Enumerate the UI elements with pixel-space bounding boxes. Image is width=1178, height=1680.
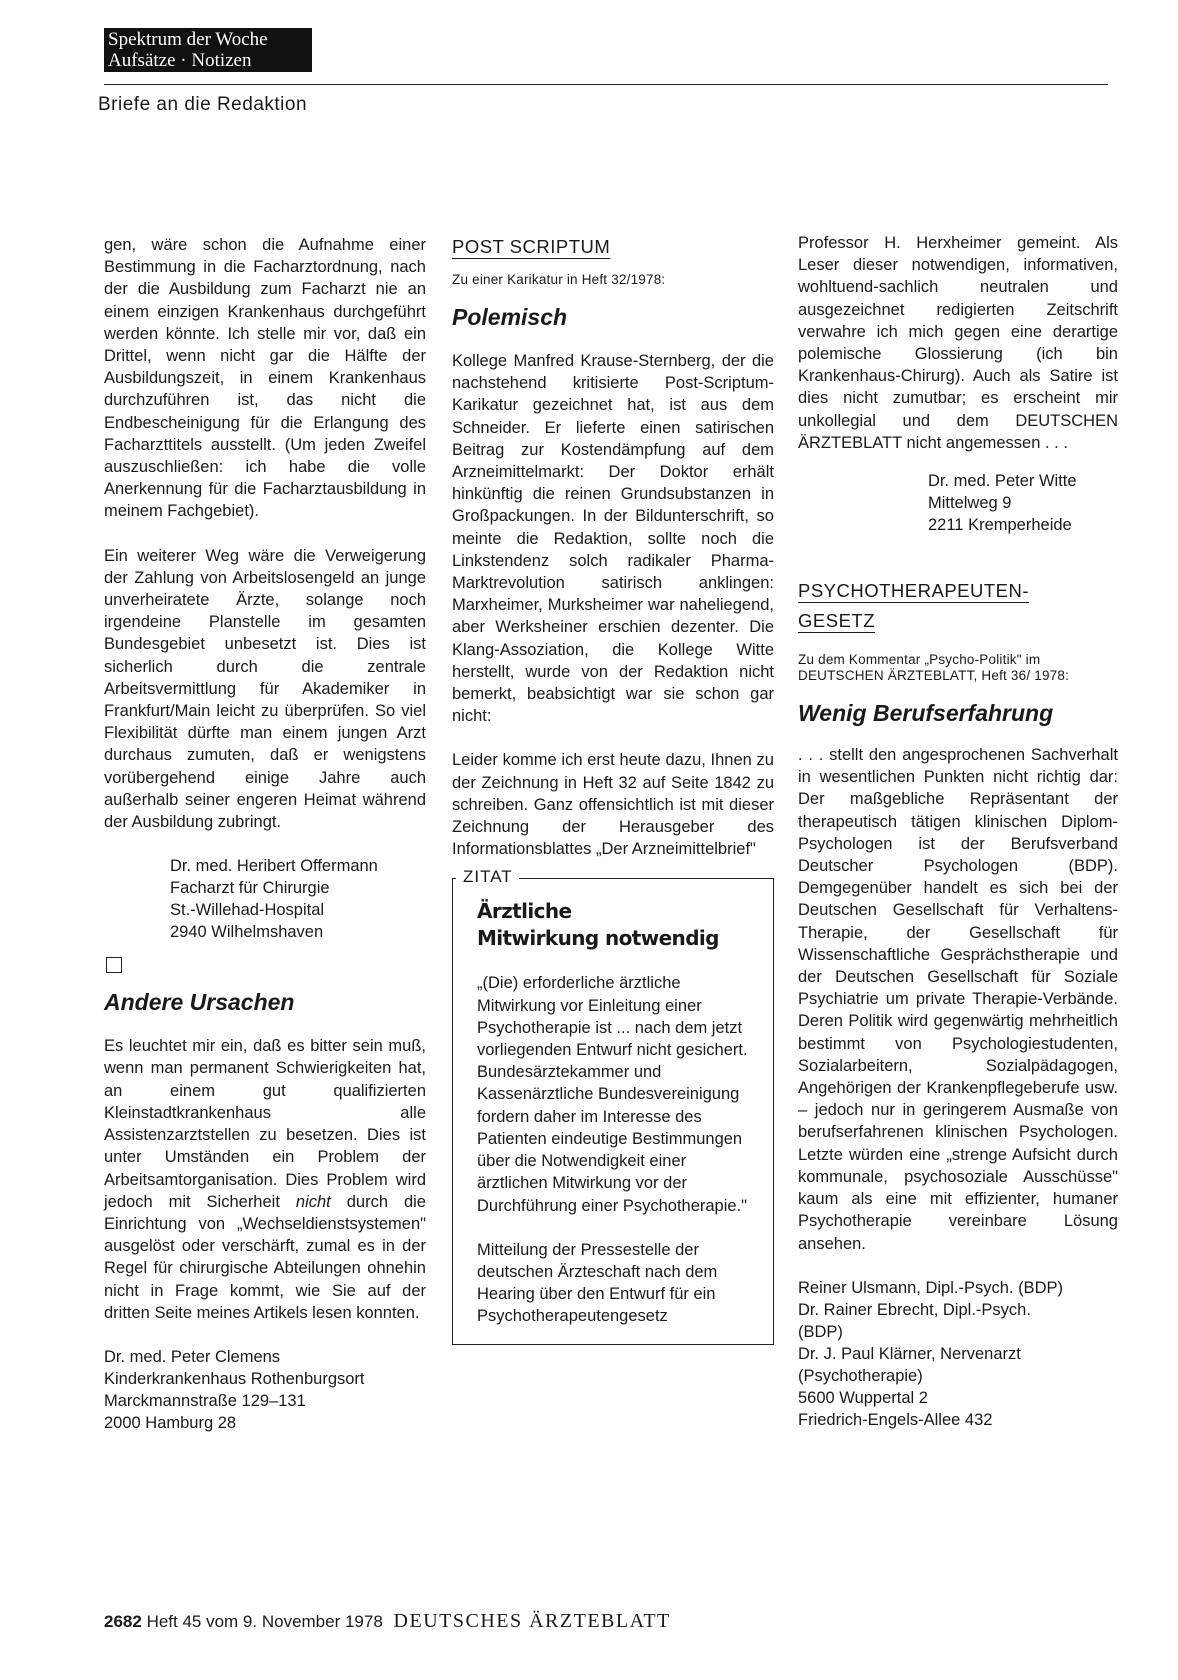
letter2-headline: Andere Ursachen <box>104 989 295 1016</box>
psychotherapeuten-intro: Zu dem Kommentar „Psycho-Politik" im DEUTSCHEN ÄRZTEBLATT, Heft 36/ 1978: <box>798 652 1070 684</box>
letter3-body-start: Leider komme ich erst heute dazu, Ihnen zu der Zeichnung in Heft 32 auf Seite 1842 zu schreiben. Ganz offensichtlich ist mit dieser Zeichnung der Herausgeber des Informationsblattes „Der Arzneimittelbrief" <box>452 751 774 859</box>
signature-line: 2940 Wilhelmshaven <box>170 923 324 942</box>
zitat-quote: „(Die) erforderliche ärztliche Mitwirkung vor Einleitung einer Psychotherapie ist ... nach dem jetzt vorliegenden Entwurf nicht gesichert. Bundesärztekammer und Kassenärztliche Bundesvereinigung fordern daher im Interesse des Patienten eindeutige Bestimmungen über die Notwendigkeit einer ärztlichen Mitwirkung vor der Durchführung einer Psychotherapie." <box>477 974 748 1215</box>
letter1-paragraph-2: Ein weiterer Weg wäre die Verweigerung der Zahlung von Arbeitslosengeld an junge unverheiratete Ärzte, solange noch irgendeine Planstelle im gesamten Bundesgebiet unbesetzt ist. Dies ist sicherlich durch die zentrale Arbeitsvermittlung für Akademiker in Frankfurt/Main leicht zu überprüfen. So viel Flexibilität dürfte man einem jungen Arzt durchaus zumuten, daß er wenigstens vorübergehend einige Jahre auch außerhalb seiner engeren Heimat während der Ausbildung zubringt. <box>104 546 426 832</box>
page-number: 2682 <box>104 1612 142 1631</box>
letter4-signature <box>798 1277 1118 1431</box>
publication-name: DEUTSCHES ÄRZTEBLATT <box>393 1610 671 1632</box>
letter2-body-emphasis: nicht <box>295 1192 331 1211</box>
signature-line: Facharzt für Chirurgie <box>170 879 330 898</box>
signature-line: 5600 Wuppertal 2 <box>798 1388 928 1407</box>
signature-line: Marckmannstraße 129–131 <box>104 1391 306 1410</box>
page-footer <box>104 1610 671 1633</box>
post-scriptum-headline: Polemisch <box>452 304 568 330</box>
signature-line: 2211 Kremperheide <box>928 516 1072 535</box>
section-badge <box>104 28 312 72</box>
letter3-body-end: Professor H. Herxheimer gemeint. Als Leser dieser notwendigen, informativen, wohltuend-sachlich neutralen und ausgezeichnet redigierten Zeitschrift verwahre ich mich gegen eine derartige polemische Glossierung (ich bin Krankenhaus-Chirurg). Auch als Satire ist dies nicht zumutbar; es erscheint mir unkollegial und dem DEUTSCHEN ÄRZTEBLATT nicht angemessen . . . <box>798 234 1118 452</box>
psychotherapeuten-kicker <box>798 576 1118 636</box>
separator-box-icon <box>106 957 122 973</box>
signature-line: Mittelweg 9 <box>928 494 1012 513</box>
psychotherapeuten-kicker-line2: GESETZ <box>798 610 876 632</box>
letter2-signature <box>104 1346 426 1434</box>
signature-line: Kinderkrankenhaus Rothenburgsort <box>104 1369 365 1388</box>
signature-line: Dr. med. Peter Witte <box>928 472 1077 491</box>
psychotherapeuten-kicker-line1: PSYCHOTHERAPEUTEN- <box>798 580 1030 602</box>
letter2-body-part1: Es leuchtet mir ein, daß es bitter sein muß, wenn man permanent Schwierigkeiten hat, an einem gut qualifizierten Kleinstadtkrankenhaus alle Assistenzarztstellen zu besetzen. Dies ist unter Umständen ein Problem der Arbeitsamtorganisation. Dies Problem wird jedoch mit Sicherheit <box>104 1037 426 1211</box>
post-scriptum-kicker-text: POST SCRIPTUM <box>452 236 611 257</box>
signature-line: (BDP) <box>798 1322 843 1341</box>
header-rule <box>104 84 1108 85</box>
section-title: Briefe an die Redaktion <box>98 94 308 115</box>
letter1-signature <box>170 855 426 943</box>
signature-line: Reiner Ulsmann, Dipl.-Psych. (BDP) <box>798 1278 1063 1297</box>
letter3-signature <box>928 470 1118 536</box>
signature-line: Dr. med. Peter Clemens <box>104 1347 281 1366</box>
signature-line: Friedrich-Engels-Allee 432 <box>798 1410 993 1429</box>
signature-line: 2000 Hamburg 28 <box>104 1413 237 1432</box>
signature-line: Dr. J. Paul Klärner, Nervenarzt <box>798 1344 1021 1363</box>
post-scriptum-editorial: Kollege Manfred Krause-Sternberg, der die nachstehend kritisierte Post-Scriptum-Karikatur gezeichnet hat, ist aus dem Schneider. Er lieferte einen satirischen Beitrag zur Kostendämpfung auf dem Arzneimittelmarkt: Der Doktor erhält hinkünftig die reinen Grundsubstanzen in Großpackungen. In der Bildunterschrift, so meinte die Redaktion, sollte noch die Linkstendenz solch radikaler Pharma-Marktrevolution satirisch anklingen: Marxheimer, Murksheimer war naheliegend, aber Werksheiner erschien dezenter. Die Klang-Assoziation, die Kollege Witte herstellt, wurde von der Redaktion nicht bemerkt, beabsichtigt war sie schon gar nicht: <box>452 352 774 726</box>
issue-info: Heft 45 vom 9. November 1978 <box>146 1612 383 1631</box>
post-scriptum-kicker <box>452 232 774 262</box>
signature-line: Dr. med. Heribert Offermann <box>170 857 378 876</box>
letter4-body: . . . stellt den angesprochenen Sachverhalt in wesentlichen Punkten nicht richtig dar: Der maßgebliche Repräsentant der therapeutisch tätigen klinischen Diplom-Psychologen ist der Berufsverband Deutscher Psychologen (BDP). Demgegenüber handelt es sich bei der Deutschen Gesellschaft für Verhaltens-Therapie, der Gesellschaft für Wissenschaftliche Gesprächstherapie und der Deutschen Gesellschaft für Soziale Psychiatrie um private Therapie-Verbände. Deren Politik wird gegenwärtig mehrheitlich bestimmt von Psychologiestudenten, Sozialarbeitern, Sozialpädagogen, Angehörigen der Krankenpflegeberufe usw. – jedoch nur in geringerem Ausmaße von berufserfahrenen klinischen Psychologen. Letzte würden eine „strenge Aufsicht durch kommunale, psychosoziale Ausschüsse" kaum als eine mit effizienter, humaner Psychotherapie vereinbare Lösung ansehen. <box>798 746 1118 1253</box>
zitat-source: Mitteilung der Pressestelle der deutschen Ärzteschaft nach dem Hearing über den Entwurf für ein Psychotherapeutengesetz <box>477 1240 718 1326</box>
zitat-title-line2: Mitwirkung notwendig <box>477 926 719 951</box>
column-1 <box>104 234 426 1434</box>
column-3 <box>798 232 1118 1431</box>
letter2-body-part2: durch die Einrichtung von „Wechseldienstsystemen" ausgelöst oder verschärft, zumal es in der Regel für chirurgische Abteilungen ohnehin nicht in Frage kommt, wie Sie auf der dritten Seite meines Artikels lesen konnten. <box>104 1192 426 1322</box>
signature-line: (Psychotherapie) <box>798 1366 923 1385</box>
section-badge-line1: Spektrum der Woche <box>108 29 268 50</box>
zitat-title-line1: Ärztliche <box>477 899 572 924</box>
signature-line: Dr. Rainer Ebrecht, Dipl.-Psych. <box>798 1300 1031 1319</box>
letter1-continuation: gen, wäre schon die Aufnahme einer Bestimmung in die Facharztordnung, nach der die Ausbildung zum Facharzt nie an einem einzigen Krankenhaus durchgeführt werden könnte. Ich stelle mir vor, daß ein Drittel, wenn nicht gar die Hälfte der Ausbildungszeit, in einem Krankenhaus durchzuführen ist, das nicht die Endbescheinigung für die Erlangung des Facharzttitels ausstellt. (Um jeden Zweifel auszuschließen: ich habe die volle Anerkennung für die Facharztausbildung in meinem Fachgebiet). <box>104 236 426 521</box>
letter2-body <box>104 1035 426 1324</box>
signature-line: St.-Willehad-Hospital <box>170 901 325 920</box>
zitat-title <box>477 898 749 952</box>
column-2 <box>452 232 774 1345</box>
letter4-headline: Wenig Berufserfahrung <box>798 700 1054 727</box>
post-scriptum-intro: Zu einer Karikatur in Heft 32/1978: <box>452 272 666 287</box>
zitat-box <box>452 867 774 1344</box>
section-badge-line2: Aufsätze · Notizen <box>108 50 252 71</box>
zitat-label: ZITAT <box>461 866 515 888</box>
